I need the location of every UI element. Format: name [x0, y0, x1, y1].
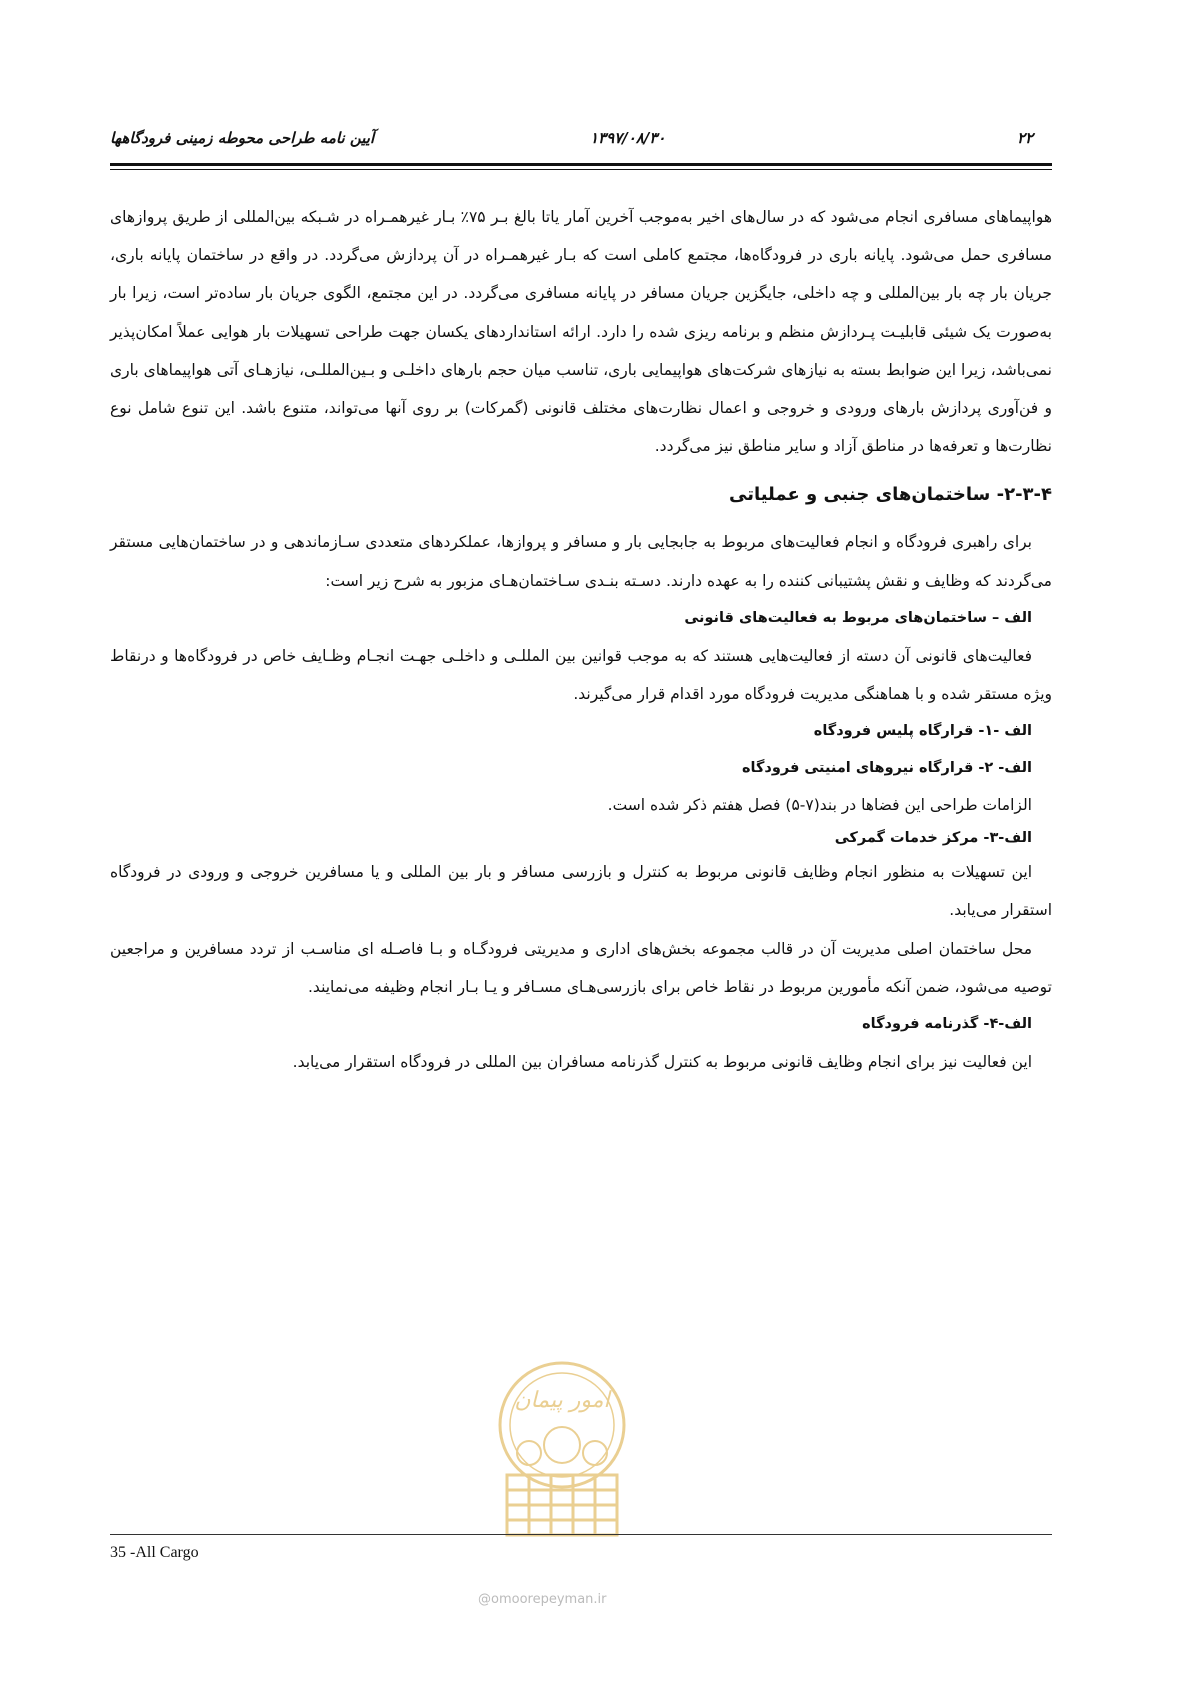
seal-watermark-logo	[467, 1345, 657, 1555]
page-body	[110, 198, 1052, 1081]
paragraph-support-buildings: برای راهبری فرودگاه و انجام فعالیت‌های مربوط به جابجایی بار و مسافر و پروازها، عملکردهای متعددی سـازماندهی و در ساختمان‌هایی مستقر می‌گردند که وظایف و نقش پشتیبانی کننده را به عهده دارند. دسـته بنـدی سـاختمان‌هـای مزبور به شرح زیر است:	[110, 533, 1052, 590]
subheading-airport-passport: الف-۴- گذرنامه فرودگاه	[862, 1016, 1032, 1033]
paragraph-cargo-terminal: هواپیماهای مسافری انجام می‌شود که در سال‌های اخیر به‌موجب آخرین آمار یاتا بالغ بـر ۷۵٪ بـار غیرهمـراه در شـبکه بین‌المللی از طریق پروازهای مسافری حمل می‌شود. پایانه باری در فرودگاه‌ها، مجتمع کاملی است که بـار غیرهمـراه در آن پردازش می‌گردد. در واقع در ساختمان پایانه باری، جریان بار چه بار بین‌المللی و چه داخلی، جایگزین جریان مسافر در پایانه مسافری می‌گردد. در این مجتمع، الگوی جریان بار ساده‌تر است، زیرا بار به‌صورت یک شیئی قابلیـت پـردازش منظم و برنامه ریزی شده را دارد. ارائه استانداردهای یکسان جهت طراحی تسهیلات بار هوایی عملاً امکان‌پذیر نمی‌باشد، زیرا این ضوابط بسته به نیازهای شرکت‌های هواپیمایی باری، تناسب میان حجم بارهای داخلـی و بـین‌المللـی، نیازهـای آتی هواپیماهای باری و فن‌آوری پردازش بارهای ورودی و خروجی و اعمال نظارت‌های مختلف قانونی (گمرکات) بر روی آنها می‌تواند، متنوع باشد. این تنوع شامل نوع نظارت‌ها و تعرفه‌ها در مناطق آزاد و سایر مناطق نیز می‌گردد.	[110, 208, 1053, 456]
header-title: آیین نامه طراحی محوطه زمینی فرودگاهها	[110, 129, 375, 147]
paragraph-design-requirements: الزامات طراحی این فضاها در بند(۷-۵) فصل هفتم ذکر شده است.	[607, 796, 1032, 815]
header-date: ۱۳۹۷/۰۸/۳۰	[590, 129, 666, 147]
footnote-rule	[110, 1534, 1052, 1535]
subheading-security-forces: الف- ۲- قرارگاه نیروهای امنیتی فرودگاه	[741, 760, 1032, 777]
header-rule-thin	[110, 169, 1052, 170]
header-rule-thick	[110, 163, 1052, 166]
page-number: ۲۲	[1017, 129, 1034, 147]
footnote: 35 -All Cargo	[110, 1544, 199, 1561]
subheading-customs-center: الف-۳- مرکز خدمات گمرکی	[834, 830, 1032, 847]
subheading-legal-buildings: الف – ساختمان‌های مربوط به فعالیت‌های قانونی	[684, 609, 1032, 626]
paragraph-passport-control: این فعالیت نیز برای انجام وظایف قانونی مربوط به کنترل گذرنامه مسافران بین المللی در فرودگاه استقرار می‌یابد.	[292, 1053, 1032, 1072]
subheading-police-station: الف -۱- قرارگاه پلیس فرودگاه	[813, 723, 1032, 740]
section-heading: ۲-۳-۴- ساختمان‌های جنبی و عملیاتی	[728, 484, 1052, 506]
watermark-url: @omoorepeyman.ir	[478, 1592, 607, 1607]
paragraph-customs-location: محل ساختمان اصلی مدیریت آن در قالب مجموعه بخش‌های اداری و مدیریتی فرودگـاه و بـا فاصـله ای مناسـب از تردد مسافرین و مراجعین توصیه می‌شود، ضمن آنکه مأمورین مربوط در نقاط خاص برای بازرسی‌هـای مسـافر و یـا بـار انجام وظیفه می‌نمایند.	[110, 939, 1052, 996]
paragraph-customs-facilities: این تسهیلات به منظور انجام وظایف قانونی مربوط به کنترل و بازرسی مسافر و بار بین المللی و یا مسافرین خروجی و ورودی در فرودگاه استقرار می‌یابد.	[110, 863, 1052, 920]
seal-text: امور پیمان	[514, 1388, 610, 1413]
paragraph-legal-activities: فعالیت‌های قانونی آن دسته از فعالیت‌هایی هستند که به موجب قوانین بین المللـی و داخلـی جهـت انجـام وظـایف خاص در فرودگاه‌ها و درنقاط ویژه مستقر شده و با هماهنگی مدیریت فرودگاه مورد اقدام قرار می‌گیرند.	[110, 646, 1052, 704]
